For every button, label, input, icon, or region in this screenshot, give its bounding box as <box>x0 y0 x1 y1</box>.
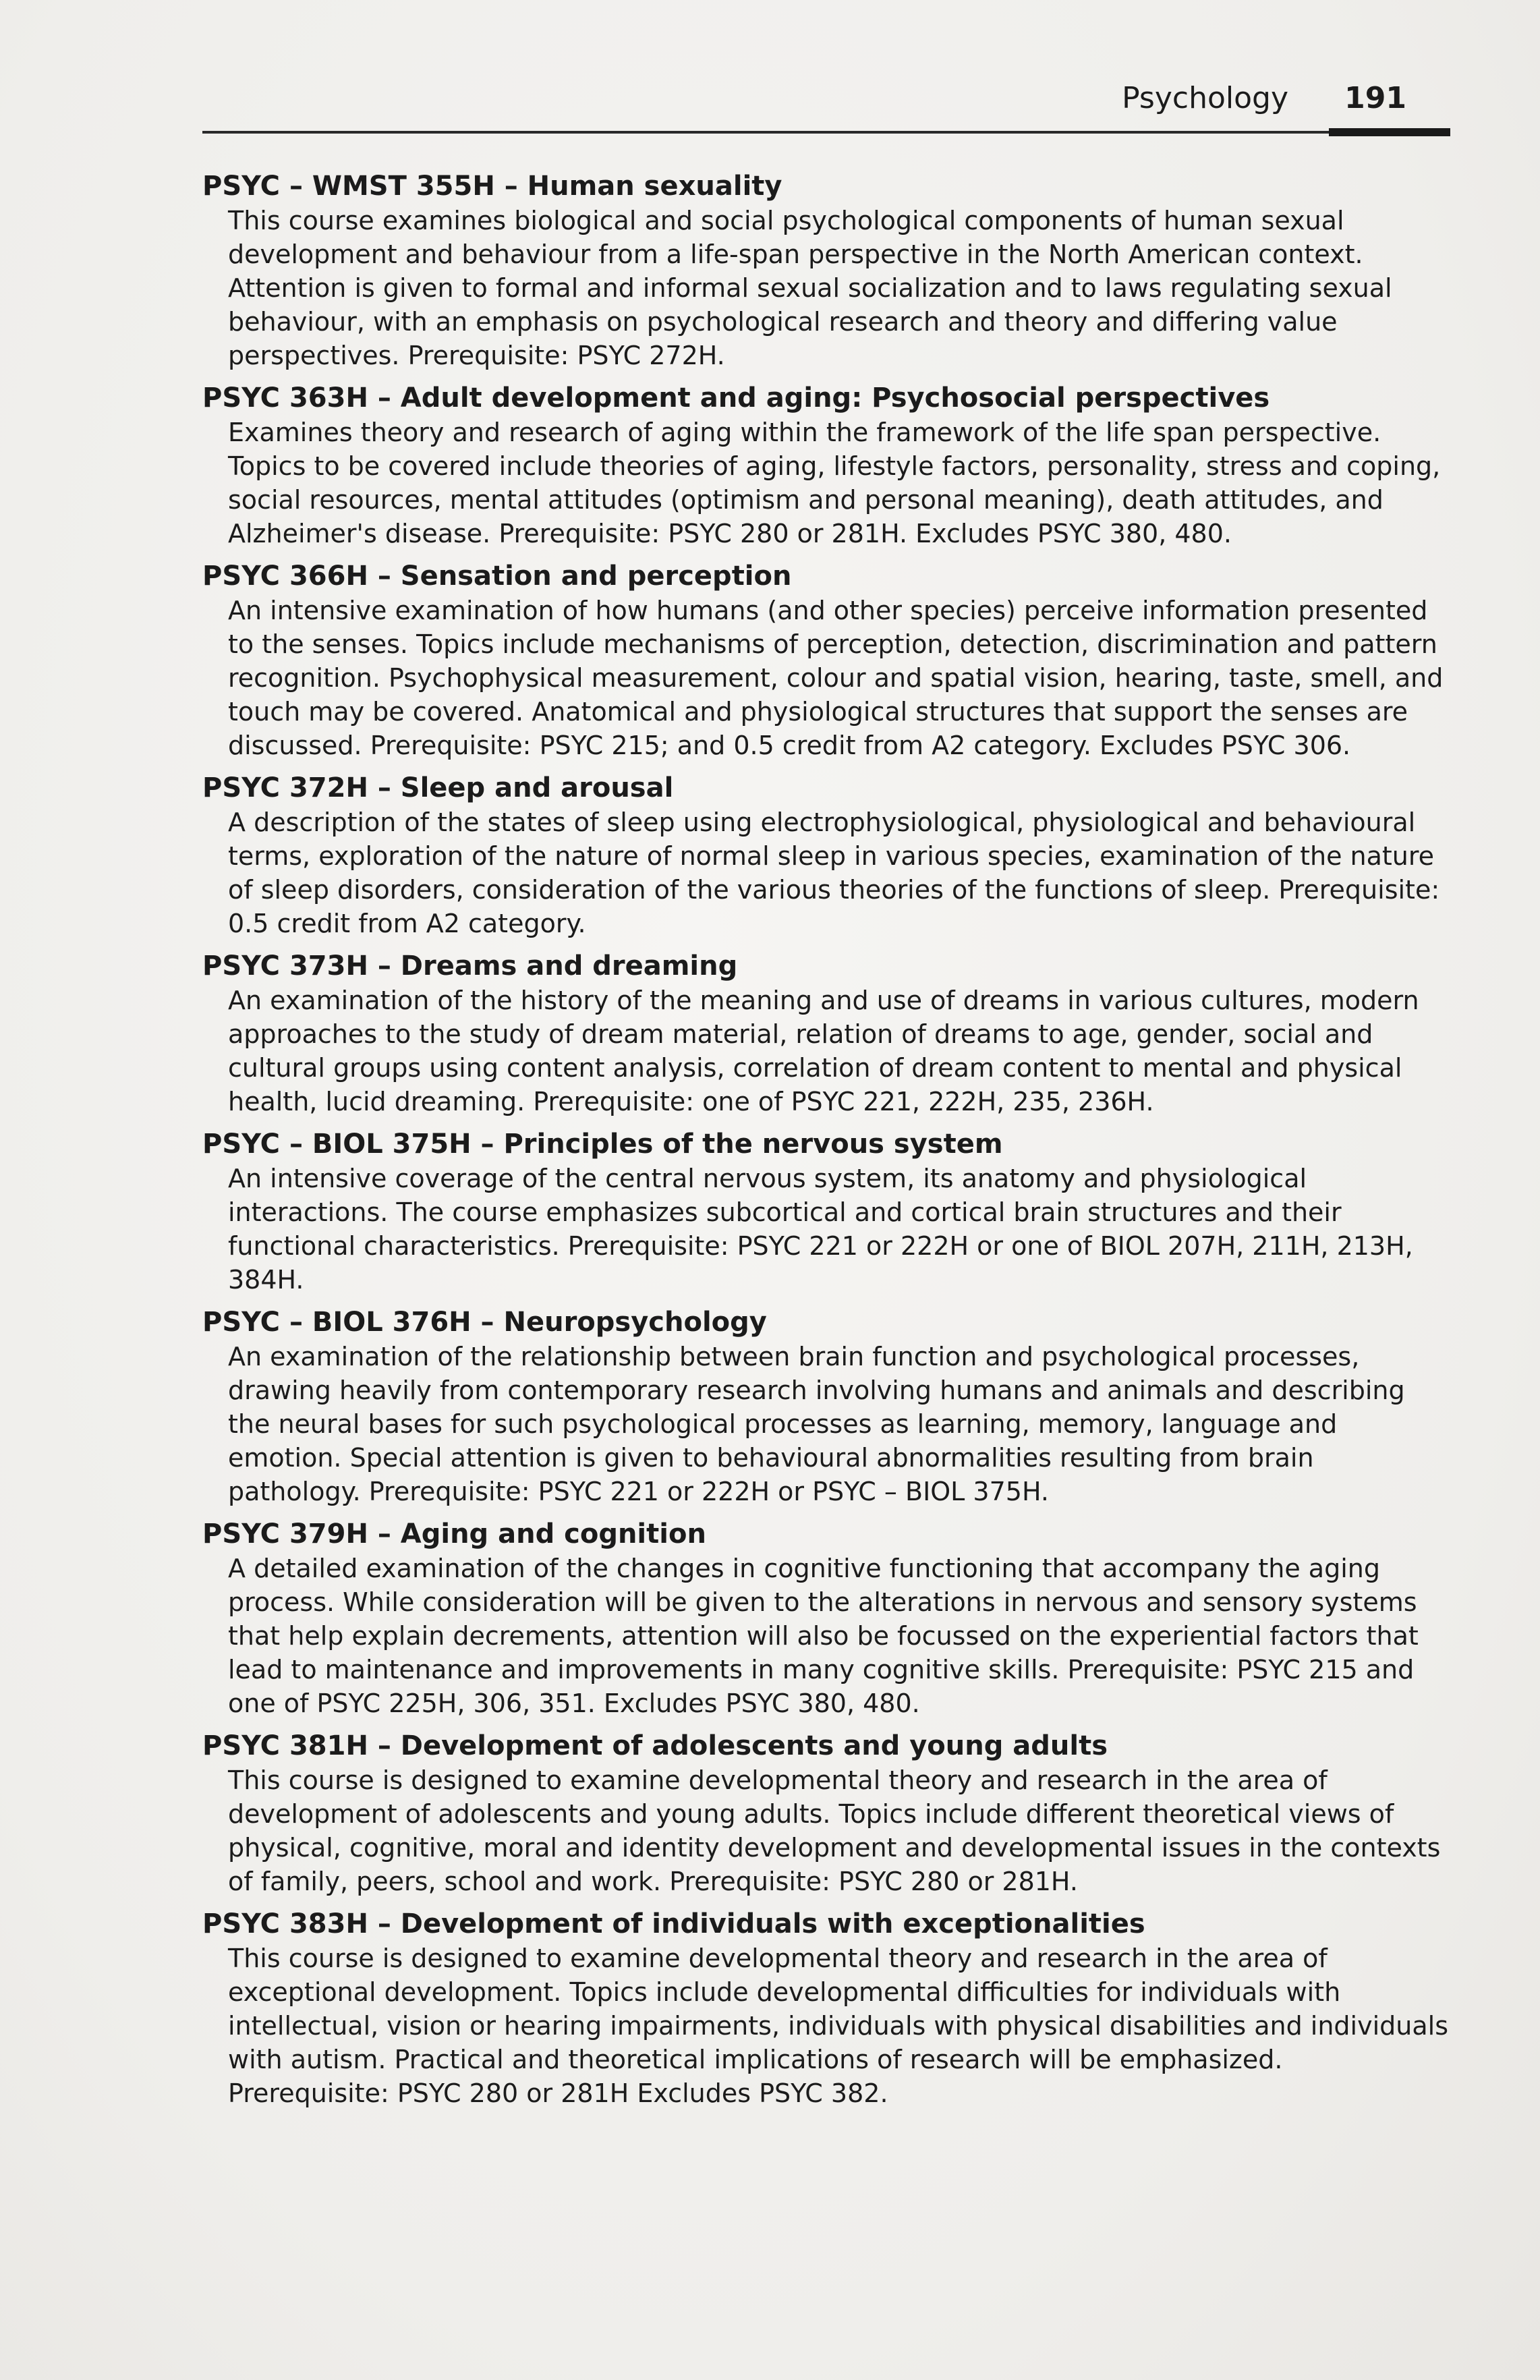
course-entry <box>202 948 1457 1118</box>
course-entry <box>202 1906 1457 2110</box>
course-description: This course examines biological and social psychological components of human sexual development and behaviour from a life-span perspective in the North American context. Attention is given to formal and informal sexual socialization and to laws regulating sexual behaviour, with an emphasis on psychological research and theory and differing value perspectives. Prerequisite: PSYC 272H. <box>228 206 1392 370</box>
course-title: PSYC 383H – Development of individuals with exceptionalities <box>202 1908 1145 1939</box>
course-description: An examination of the history of the meaning and use of dreams in various cultures, modern approaches to the study of dream material, relation of dreams to age, gender, social and cultural groups using content analysis, correlation of dream content to mental and physical health, lucid dreaming. Prerequisite: one of PSYC 221, 222H, 235, 236H. <box>228 986 1419 1116</box>
course-title: PSYC – BIOL 376H – Neuropsychology <box>202 1307 767 1338</box>
course-entry <box>202 1728 1457 1898</box>
course-title: PSYC 379H – Aging and cognition <box>202 1519 706 1550</box>
course-entry <box>202 770 1457 940</box>
course-description: This course is designed to examine developmental theory and research in the area of exceptional development. Topics include developmental difficulties for individuals with intellectual, vision or hearing impairments, individuals with physical disabilities and individuals with autism. Practical and theoretical implications of research will be emphasized. Prerequisite: PSYC 280 or 281H Excludes PSYC 382. <box>228 1944 1449 2108</box>
course-description: An intensive examination of how humans (and other species) perceive information presented to the senses. Topics include mechanisms of perception, detection, discrimination and pattern recognition. Psychophysical measurement, colour and spatial vision, hearing, taste, smell, and touch may be covered. Anatomical and physiological structures that support the senses are discussed. Prerequisite: PSYC 215; and 0.5 credit from A2 category. Excludes PSYC 306. <box>228 596 1444 760</box>
header-rule-tab <box>1329 128 1450 136</box>
section-title: Psychology <box>1122 81 1288 115</box>
course-description: A detailed examination of the changes in cognitive functioning that accompany the aging process. While consideration will be given to the alterations in nervous and sensory systems that help explain decrements, attention will also be focussed on the experiential factors that lead to maintenance and improvements in many cognitive skills. Prerequisite: PSYC 215 and one of PSYC 225H, 306, 351. Excludes PSYC 380, 480. <box>228 1554 1419 1718</box>
course-description: An intensive coverage of the central nervous system, its anatomy and physiological interactions. The course emphasizes subcortical and cortical brain structures and their functional characteristics. Prerequisite: PSYC 221 or 222H or one of BIOL 207H, 211H, 213H, 384H. <box>228 1164 1413 1295</box>
course-description: Examines theory and research of aging within the framework of the life span perspective. Topics to be covered include theories of aging, lifestyle factors, personality, stress and coping, social resources, mental attitudes (optimism and personal meaning), death attitudes, and Alzheimer's disease. Prerequisite: PSYC 280 or 281H. Excludes PSYC 380, 480. <box>228 418 1441 548</box>
course-title: PSYC – WMST 355H – Human sexuality <box>202 171 782 202</box>
course-title: PSYC 373H – Dreams and dreaming <box>202 951 738 982</box>
course-title: PSYC 372H – Sleep and arousal <box>202 772 674 803</box>
course-description: A description of the states of sleep using electrophysiological, physiological and behavioural terms, exploration of the nature of normal sleep in various species, examination of the nature of sleep disorders, consideration of the various theories of the functions of sleep. Prerequisite: 0.5 credit from A2 category. <box>228 808 1440 938</box>
page-number: 191 <box>1344 81 1406 115</box>
course-entry <box>202 169 1457 372</box>
course-description: This course is designed to examine developmental theory and research in the area of development of adolescents and young adults. Topics include different theoretical views of physical, cognitive, moral and identity development and developmental issues in the contexts of family, peers, school and work. Prerequisite: PSYC 280 or 281H. <box>228 1765 1441 1896</box>
course-list <box>202 169 1457 2118</box>
page-header <box>202 76 1450 143</box>
course-entry <box>202 1305 1457 1508</box>
course-entry <box>202 1127 1457 1297</box>
course-entry <box>202 559 1457 762</box>
course-title: PSYC – BIOL 375H – Principles of the nervous system <box>202 1129 1003 1160</box>
course-entry <box>202 1517 1457 1720</box>
course-title: PSYC 363H – Adult development and aging: Psychosocial perspectives <box>202 382 1270 414</box>
course-title: PSYC 366H – Sensation and perception <box>202 561 792 592</box>
course-title: PSYC 381H – Development of adolescents and young adults <box>202 1730 1108 1761</box>
course-description: An examination of the relationship between brain function and psychological processes, drawing heavily from contemporary research involving humans and animals and describing the neural bases for such psychological processes as learning, memory, language and emotion. Special attention is given to behavioural abnormalities resulting from brain pathology. Prerequisite: PSYC 221 or 222H or PSYC – BIOL 375H. <box>228 1342 1405 1506</box>
course-entry <box>202 380 1457 550</box>
header-rule <box>202 131 1450 134</box>
